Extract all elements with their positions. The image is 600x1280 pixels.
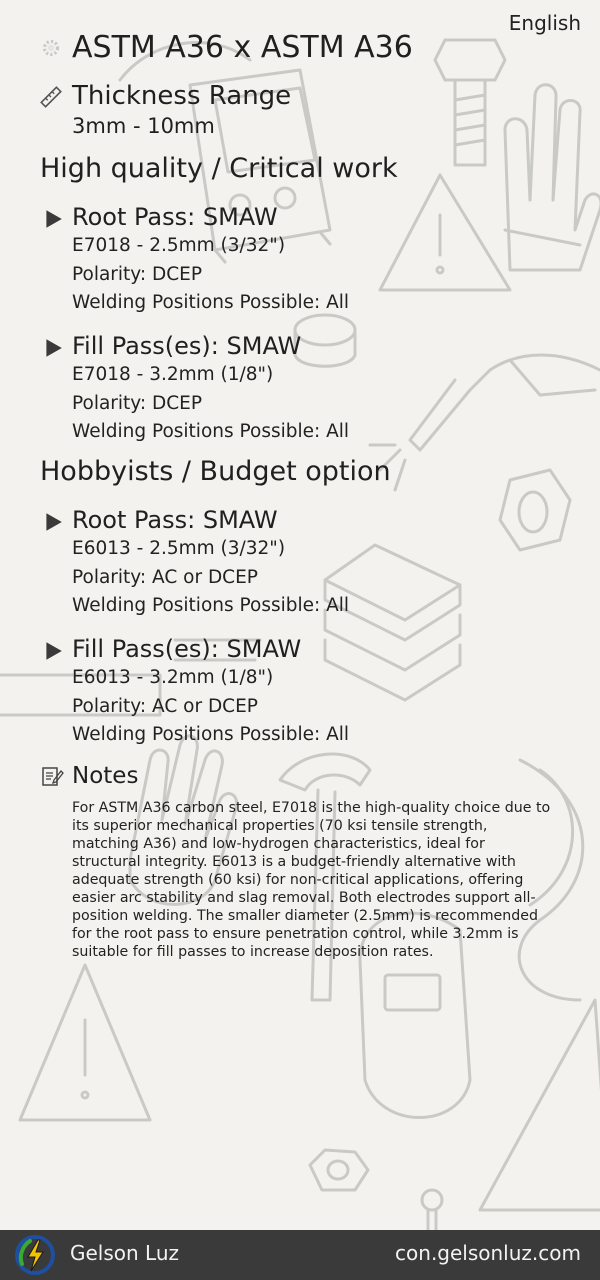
play-icon xyxy=(42,511,64,533)
pass-polarity: Polarity: AC or DCEP xyxy=(72,566,258,588)
footer-website-link[interactable]: con.gelsonluz.com xyxy=(395,1241,581,1265)
gear-icon xyxy=(38,35,64,61)
pass-block-root-high-quality xyxy=(42,202,562,318)
notes-text: For ASTM A36 carbon steel, E7018 is the high-quality choice due to its superior mechanical properties (70 ksi tensile strength, matching A36) and low-hydrogen characteristics, ideal for structural integrity. E6013 is a budget-friendly alternative with adequate strength (60 ksi) for non-critical applications, offering easier arc stability and slag removal. Both electrodes support all-position welding. The smaller diameter (2.5mm) is recommended for the root pass to ensure penetration control, while 3.2mm is suitable for fill passes to increase deposition rates. xyxy=(72,800,551,960)
section-title-budget: Hobbyists / Budget option xyxy=(40,456,391,487)
thickness-value: 3mm - 10mm xyxy=(72,114,215,138)
pass-title: Fill Pass(es): SMAW xyxy=(72,332,302,360)
thickness-label: Thickness Range xyxy=(72,81,292,111)
thickness-range xyxy=(38,80,291,140)
footer-bar xyxy=(0,1230,600,1280)
pass-positions: Welding Positions Possible: All xyxy=(72,421,350,442)
play-icon xyxy=(42,640,64,662)
notes-icon xyxy=(40,764,64,788)
page-title: ASTM A36 x ASTM A36 xyxy=(72,30,413,65)
footer-author: Gelson Luz xyxy=(70,1241,180,1265)
page-title-row xyxy=(38,30,413,65)
gelson-luz-logo[interactable] xyxy=(14,1234,56,1276)
pass-block-root-budget xyxy=(42,505,562,621)
notes-header xyxy=(40,763,138,789)
pass-electrode: E6013 - 2.5mm (3/32") xyxy=(72,538,286,559)
pass-block-fill-budget xyxy=(42,634,562,750)
pass-electrode: E7018 - 3.2mm (1/8") xyxy=(72,364,274,385)
play-icon xyxy=(42,337,64,359)
pass-polarity: Polarity: DCEP xyxy=(72,392,203,414)
pass-positions: Welding Positions Possible: All xyxy=(72,595,350,616)
language-selector[interactable]: English xyxy=(508,11,581,35)
pass-polarity: Polarity: AC or DCEP xyxy=(72,695,258,717)
pass-polarity: Polarity: DCEP xyxy=(72,263,203,285)
pass-electrode: E6013 - 3.2mm (1/8") xyxy=(72,667,274,688)
play-icon xyxy=(42,208,64,230)
pass-block-fill-high-quality xyxy=(42,331,562,447)
pass-title: Root Pass: SMAW xyxy=(72,506,278,534)
pass-title: Fill Pass(es): SMAW xyxy=(72,635,302,663)
pass-positions: Welding Positions Possible: All xyxy=(72,292,350,313)
notes-title: Notes xyxy=(72,763,139,789)
pass-title: Root Pass: SMAW xyxy=(72,203,278,231)
pass-positions: Welding Positions Possible: All xyxy=(72,724,350,745)
pass-electrode: E7018 - 2.5mm (3/32") xyxy=(72,235,286,256)
section-title-high-quality: High quality / Critical work xyxy=(40,153,398,184)
ruler-icon xyxy=(38,84,64,110)
